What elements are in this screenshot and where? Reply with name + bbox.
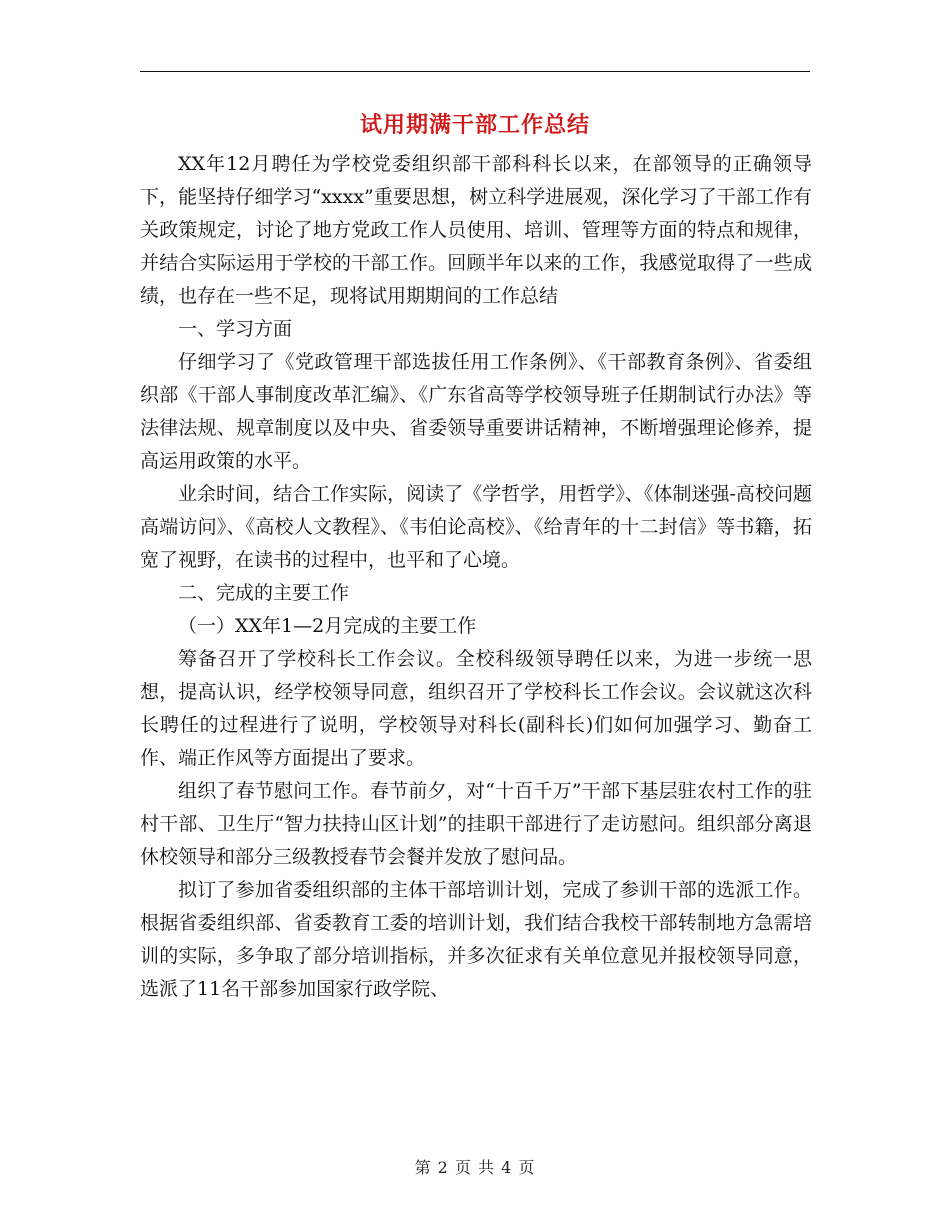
header-rule [140, 71, 810, 72]
paragraph-training: 拟订了参加省委组织部的主体干部培训计划，完成了参训干部的选派工作。根据省委组织部、省委教育工委的培训计划，我们结合我校干部转制地方急需培训的实际，多争取了部分培训指标，并多次征求有关单位意见并报校领导同意，选派了11名干部参加国家行政学院、 [140, 879, 812, 1000]
page-number: 第 2 页 共 4 页 [414, 1158, 536, 1177]
document-body [140, 148, 812, 1006]
paragraph-study-2: 业余时间，结合工作实际，阅读了《学哲学，用哲学》、《体制迷强-高校问题高端访问》、《高校人文教程》、《韦伯论高校》、《给青年的十二封信》等书籍，拓宽了视野，在读书的过程中，也平和了心境。 [140, 483, 812, 571]
paragraph-intro: XX年12月聘任为学校党委组织部干部科科长以来，在部领导的正确领导下，能坚持仔细学习“xxxx”重要思想，树立科学进展观，深化学习了干部工作有关政策规定，讨论了地方党政工作人员使用、培训、管理等方面的特点和规律，并结合实际运用于学校的干部工作。回顾半年以来的工作，我感觉取得了一些成绩，也存在一些不足，现将试用期期间的工作总结 [140, 153, 812, 307]
section-heading-work: 二、完成的主要工作 [178, 582, 350, 604]
paragraph-meeting: 筹备召开了学校科长工作会议。全校科级领导聘任以来，为进一步统一思想，提高认识，经学校领导同意，组织召开了学校科长工作会议。会议就这次科长聘任的过程进行了说明，学校领导对科长(副科长)们如何加强学习、勤奋工作、端正作风等方面提出了要求。 [140, 648, 812, 769]
document-title: 试用期满干部工作总结 [359, 112, 590, 138]
paragraph-study-1: 仔细学习了《党政管理干部选拔任用工作条例》、《干部教育条例》、省委组织部《干部人事制度改革汇编》、《广东省高等学校领导班子任期制试行办法》等法律法规、规章制度以及中央、省委领导重要讲话精神，不断增强理论修养，提高运用政策的水平。 [140, 351, 812, 472]
paragraph-spring-festival: 组织了春节慰问工作。春节前夕，对“十百千万”干部下基层驻农村工作的驻村干部、卫生厅“智力扶持山区计划”的挂职干部进行了走访慰问。组织部分离退休校领导和部分三级教授春节会餐并发放了慰问品。 [140, 780, 812, 868]
section-heading-study: 一、学习方面 [178, 318, 293, 340]
subsection-heading-jan-feb: （一）XX年1—2月完成的主要工作 [178, 615, 477, 637]
